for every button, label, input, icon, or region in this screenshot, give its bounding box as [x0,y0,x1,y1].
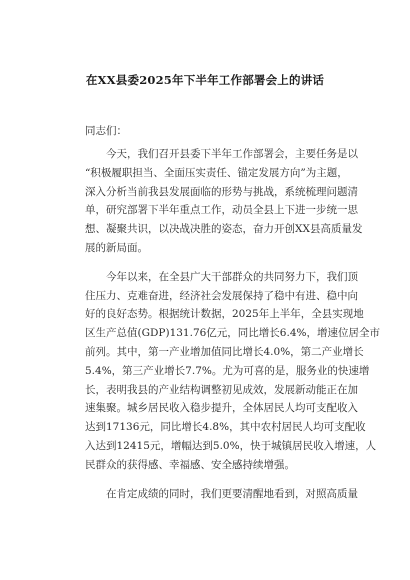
text-line: 展的新局面。 [85,241,148,254]
text-line: 今年以来，在全县广大干部群众的共同努力下，我们顶 [85,270,358,283]
document-body [85,121,380,503]
text-line: 单，研究部署下半年重点工作，动员全县上下进一步统一思 [85,204,358,217]
text-line: 5.4%，第三产业增长7.7%。尤为可喜的是，服务业的快速增 [85,364,370,377]
text-line: 住压力、克难奋进，经济社会发展保持了稳中有进、稳中向 [85,289,358,302]
text-line: “积极履职担当、全面压实责任、锚定发展方向”为主题， [85,166,348,179]
text-line: 在肯定成绩的同时，我们更要清醒地看到，对照高质量 [85,487,358,500]
paragraph-achievements [85,268,380,475]
text-line: 长，表明我县的产业结构调整初见成效，发展新动能正在加 [85,383,358,396]
text-line: 入达到12415元，增幅达到5.0%，快于城镇居民收入增速，人 [85,439,377,452]
text-line: 好的良好态势。根据统计数据，2025年上半年，全县实现地 [85,308,364,321]
document-title: 在XX县委2025年下半年工作部署会上的讲话 [85,73,325,87]
salutation: 同志们： [85,125,127,137]
text-line: 前列。其中，第一产业增加值同比增长4.0%，第二产业增长 [85,345,364,358]
text-line: 达到17136元，同比增长4.8%，其中农村居民人均可支配收 [85,421,366,434]
paragraph-opening [85,145,363,258]
text-line: 今天，我们召开县委下半年工作部署会，主要任务是以 [85,148,358,160]
text-line: 想、凝聚共识，以决战决胜的姿态，奋力开创XX县高质量发 [85,223,363,236]
text-line: 民群众的获得感、幸福感、安全感持续增强。 [85,458,295,471]
paragraph-challenges [85,485,358,504]
text-line: 速集聚。城乡居民收入稳步提升，全体居民人均可支配收入 [85,402,358,415]
text-line: 区生产总值(GDP)131.76亿元，同比增长6.4%，增速位居全市 [85,327,380,340]
text-line: 深入分析当前我县发展面临的形势与挑战，系统梳理问题清 [85,185,358,198]
